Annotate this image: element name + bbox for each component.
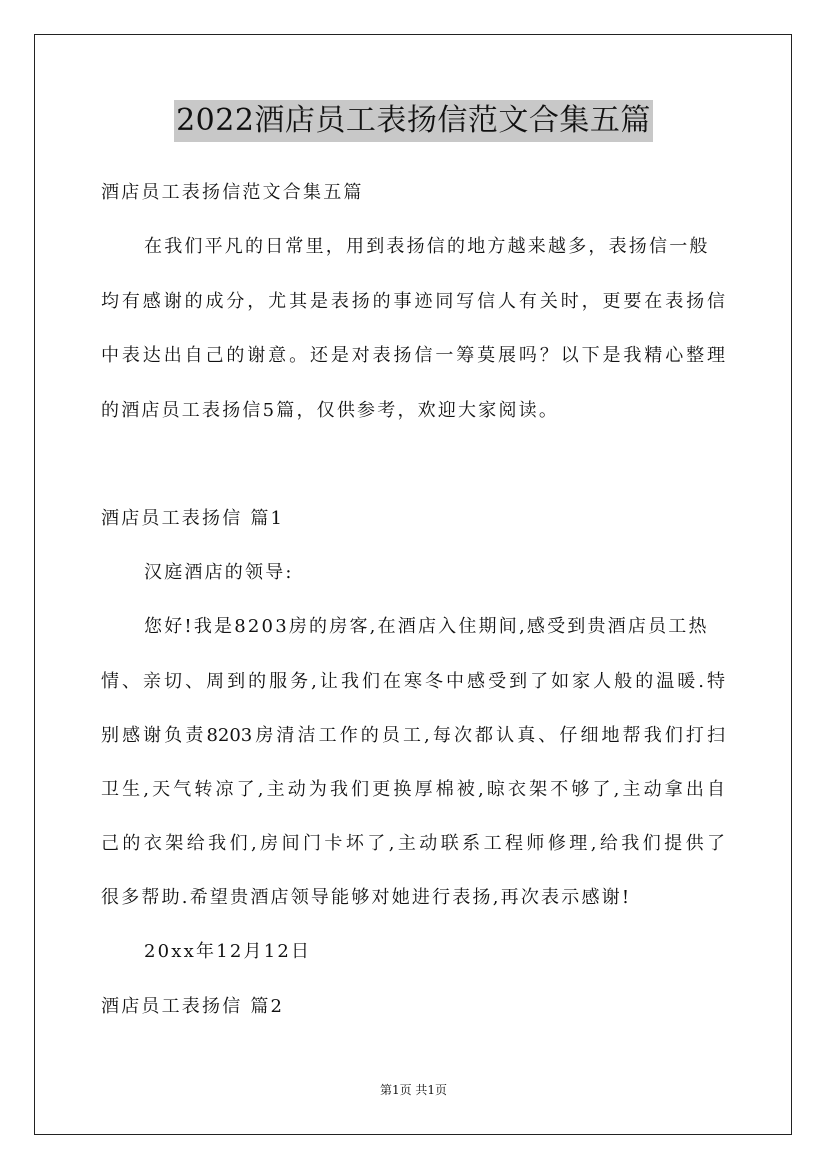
section-1-body-line-3: 别感谢负责8203房清洁工作的员工,每次都认真、仔细地帮我们打扫 (101, 725, 725, 746)
page-footer: 第1页 共1页 (379, 1083, 448, 1097)
section-1-body-line-4: 卫生,天气转凉了,主动为我们更换厚棉被,晾衣架不够了,主动拿出自 (101, 779, 725, 800)
document-subtitle: 酒店员工表扬信范文合集五篇 (101, 182, 364, 203)
section-1-body-line-2: 情、亲切、周到的服务,让我们在寒冬中感受到了如家人般的温暖.特 (101, 671, 725, 692)
section-2-heading: 酒店员工表扬信 篇2 (101, 996, 285, 1017)
section-1-heading: 酒店员工表扬信 篇1 (101, 508, 285, 529)
intro-line-1: 在我们平凡的日常里，用到表扬信的地方越来越多，表扬信一般 (144, 236, 710, 257)
section-1-salutation: 汉庭酒店的领导: (144, 562, 294, 583)
intro-line-4: 的酒店员工表扬信5篇，仅供参考，欢迎大家阅读。 (101, 400, 560, 421)
section-1-body-line-6: 很多帮助.希望贵酒店领导能够对她进行表扬,再次表示感谢! (101, 887, 632, 908)
section-1-date: 20xx年12月12日 (144, 941, 312, 962)
intro-line-2: 均有感谢的成分，尤其是表扬的事迹同写信人有关时，更要在表扬信 (101, 291, 725, 312)
document-title: 2022酒店员工表扬信范文合集五篇 (174, 100, 653, 142)
section-1-body-line-5: 己的衣架给我们,房间门卡坏了,主动联系工程师修理,给我们提供了 (101, 833, 725, 854)
intro-line-3: 中表达出自己的谢意。还是对表扬信一筹莫展吗？以下是我精心整理 (101, 345, 725, 366)
title-container (0, 100, 827, 142)
section-1-body-line-1: 您好!我是8203房的房客,在酒店入住期间,感受到贵酒店员工热 (144, 616, 709, 637)
